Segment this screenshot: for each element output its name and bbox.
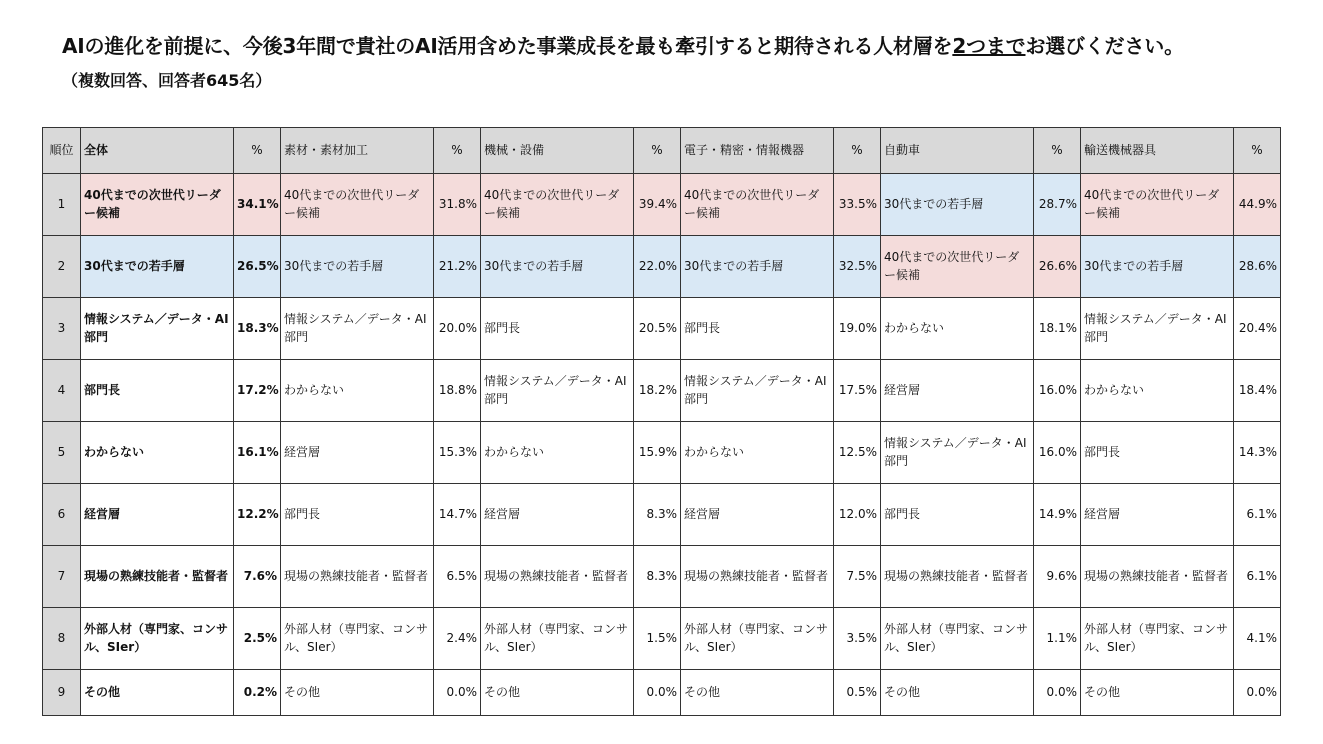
percent-cell: 0.2%: [234, 670, 281, 716]
percent-cell: 7.6%: [234, 546, 281, 608]
label-cell: 現場の熟練技能者・監督者: [481, 546, 634, 608]
column-header: 全体: [81, 128, 234, 174]
label-cell: 部門長: [81, 360, 234, 422]
label-cell: 現場の熟練技能者・監督者: [681, 546, 834, 608]
percent-cell: 44.9%: [1234, 174, 1281, 236]
title-text-end: お選びください。: [1025, 34, 1184, 58]
percent-cell: 22.0%: [634, 236, 681, 298]
percent-cell: 17.5%: [834, 360, 881, 422]
percent-cell: 16.0%: [1034, 360, 1081, 422]
percent-cell: 16.0%: [1034, 422, 1081, 484]
label-cell: 30代までの若手層: [881, 174, 1034, 236]
label-cell: 外部人材（専門家、コンサル、SIer）: [81, 608, 234, 670]
table-row: [43, 670, 1281, 716]
percent-cell: 19.0%: [834, 298, 881, 360]
percent-cell: 33.5%: [834, 174, 881, 236]
percent-cell: 15.3%: [434, 422, 481, 484]
label-cell: 経営層: [881, 360, 1034, 422]
label-cell: わからない: [481, 422, 634, 484]
percent-cell: 12.2%: [234, 484, 281, 546]
percent-cell: 12.5%: [834, 422, 881, 484]
rank-cell: 8: [43, 608, 81, 670]
percent-cell: 14.9%: [1034, 484, 1081, 546]
label-cell: 30代までの若手層: [481, 236, 634, 298]
percent-cell: 1.1%: [1034, 608, 1081, 670]
table-row: [43, 608, 1281, 670]
table-row: [43, 546, 1281, 608]
percent-cell: 6.5%: [434, 546, 481, 608]
label-cell: 40代までの次世代リーダー候補: [681, 174, 834, 236]
label-cell: 40代までの次世代リーダー候補: [881, 236, 1034, 298]
label-cell: 部門長: [881, 484, 1034, 546]
percent-cell: 2.5%: [234, 608, 281, 670]
label-cell: 情報システム／データ・AI部門: [881, 422, 1034, 484]
percent-cell: 12.0%: [834, 484, 881, 546]
label-cell: わからない: [281, 360, 434, 422]
page-title: [62, 30, 1184, 59]
label-cell: 情報システム／データ・AI部門: [81, 298, 234, 360]
label-cell: 経営層: [481, 484, 634, 546]
label-cell: わからない: [1081, 360, 1234, 422]
percent-cell: 4.1%: [1234, 608, 1281, 670]
title-underlined-text: 2つまで: [952, 34, 1026, 58]
label-cell: その他: [681, 670, 834, 716]
label-cell: 部門長: [281, 484, 434, 546]
label-cell: その他: [81, 670, 234, 716]
label-cell: その他: [481, 670, 634, 716]
percent-cell: 2.4%: [434, 608, 481, 670]
title-text: AIの進化を前提に、今後3年間で貴社のAI活用含めた事業成長を最も牽引すると期待される人材層を: [62, 34, 953, 58]
table-row: [43, 174, 1281, 236]
percent-cell: 0.0%: [634, 670, 681, 716]
label-cell: その他: [881, 670, 1034, 716]
label-cell: 情報システム／データ・AI部門: [281, 298, 434, 360]
label-cell: 情報システム／データ・AI部門: [681, 360, 834, 422]
percent-cell: 3.5%: [834, 608, 881, 670]
column-header: 自動車: [881, 128, 1034, 174]
page-subtitle: （複数回答、回答者645名）: [62, 71, 272, 90]
label-cell: 部門長: [1081, 422, 1234, 484]
label-cell: 外部人材（専門家、コンサル、SIer）: [881, 608, 1034, 670]
rank-cell: 5: [43, 422, 81, 484]
label-cell: その他: [1081, 670, 1234, 716]
pct-header: %: [1234, 128, 1281, 174]
percent-cell: 28.7%: [1034, 174, 1081, 236]
rank-cell: 1: [43, 174, 81, 236]
percent-cell: 39.4%: [634, 174, 681, 236]
percent-cell: 20.0%: [434, 298, 481, 360]
percent-cell: 8.3%: [634, 484, 681, 546]
pct-header: %: [1034, 128, 1081, 174]
percent-cell: 34.1%: [234, 174, 281, 236]
label-cell: 部門長: [481, 298, 634, 360]
rank-cell: 7: [43, 546, 81, 608]
percent-cell: 14.7%: [434, 484, 481, 546]
percent-cell: 20.4%: [1234, 298, 1281, 360]
column-header: 電子・精密・情報機器: [681, 128, 834, 174]
percent-cell: 20.5%: [634, 298, 681, 360]
label-cell: 40代までの次世代リーダー候補: [1081, 174, 1234, 236]
percent-cell: 21.2%: [434, 236, 481, 298]
pct-header: %: [234, 128, 281, 174]
percent-cell: 0.0%: [1234, 670, 1281, 716]
label-cell: 現場の熟練技能者・監督者: [881, 546, 1034, 608]
pct-header: %: [434, 128, 481, 174]
label-cell: 30代までの若手層: [81, 236, 234, 298]
percent-cell: 8.3%: [634, 546, 681, 608]
label-cell: わからない: [81, 422, 234, 484]
rank-cell: 3: [43, 298, 81, 360]
label-cell: 外部人材（専門家、コンサル、SIer）: [1081, 608, 1234, 670]
table-header-row: [43, 128, 1281, 174]
percent-cell: 15.9%: [634, 422, 681, 484]
table-row: [43, 422, 1281, 484]
label-cell: 40代までの次世代リーダー候補: [481, 174, 634, 236]
column-header: 素材・素材加工: [281, 128, 434, 174]
rank-cell: 4: [43, 360, 81, 422]
table-row: [43, 236, 1281, 298]
column-header: 機械・設備: [481, 128, 634, 174]
label-cell: 現場の熟練技能者・監督者: [81, 546, 234, 608]
label-cell: 経営層: [281, 422, 434, 484]
label-cell: 30代までの若手層: [1081, 236, 1234, 298]
label-cell: 部門長: [681, 298, 834, 360]
percent-cell: 1.5%: [634, 608, 681, 670]
percent-cell: 28.6%: [1234, 236, 1281, 298]
percent-cell: 0.0%: [434, 670, 481, 716]
label-cell: 外部人材（専門家、コンサル、SIer）: [481, 608, 634, 670]
percent-cell: 0.5%: [834, 670, 881, 716]
percent-cell: 17.2%: [234, 360, 281, 422]
percent-cell: 26.5%: [234, 236, 281, 298]
label-cell: 情報システム／データ・AI部門: [481, 360, 634, 422]
label-cell: わからない: [681, 422, 834, 484]
percent-cell: 18.1%: [1034, 298, 1081, 360]
percent-cell: 18.3%: [234, 298, 281, 360]
percent-cell: 0.0%: [1034, 670, 1081, 716]
table-row: [43, 298, 1281, 360]
percent-cell: 9.6%: [1034, 546, 1081, 608]
ranking-table: [42, 127, 1281, 716]
percent-cell: 6.1%: [1234, 484, 1281, 546]
column-header: 輸送機械器具: [1081, 128, 1234, 174]
label-cell: 経営層: [81, 484, 234, 546]
percent-cell: 31.8%: [434, 174, 481, 236]
rank-cell: 9: [43, 670, 81, 716]
percent-cell: 16.1%: [234, 422, 281, 484]
pct-header: %: [634, 128, 681, 174]
rank-cell: 6: [43, 484, 81, 546]
percent-cell: 18.4%: [1234, 360, 1281, 422]
percent-cell: 18.2%: [634, 360, 681, 422]
table-row: [43, 360, 1281, 422]
label-cell: 40代までの次世代リーダー候補: [81, 174, 234, 236]
label-cell: 経営層: [1081, 484, 1234, 546]
label-cell: 40代までの次世代リーダー候補: [281, 174, 434, 236]
table-body: [43, 174, 1281, 716]
label-cell: 現場の熟練技能者・監督者: [1081, 546, 1234, 608]
label-cell: 外部人材（専門家、コンサル、SIer）: [281, 608, 434, 670]
label-cell: 外部人材（専門家、コンサル、SIer）: [681, 608, 834, 670]
percent-cell: 26.6%: [1034, 236, 1081, 298]
percent-cell: 14.3%: [1234, 422, 1281, 484]
label-cell: 経営層: [681, 484, 834, 546]
label-cell: 情報システム／データ・AI部門: [1081, 298, 1234, 360]
label-cell: 30代までの若手層: [281, 236, 434, 298]
label-cell: 現場の熟練技能者・監督者: [281, 546, 434, 608]
label-cell: その他: [281, 670, 434, 716]
label-cell: 30代までの若手層: [681, 236, 834, 298]
rank-cell: 2: [43, 236, 81, 298]
percent-cell: 6.1%: [1234, 546, 1281, 608]
label-cell: わからない: [881, 298, 1034, 360]
percent-cell: 18.8%: [434, 360, 481, 422]
percent-cell: 7.5%: [834, 546, 881, 608]
table-row: [43, 484, 1281, 546]
rank-header: 順位: [43, 128, 81, 174]
percent-cell: 32.5%: [834, 236, 881, 298]
pct-header: %: [834, 128, 881, 174]
